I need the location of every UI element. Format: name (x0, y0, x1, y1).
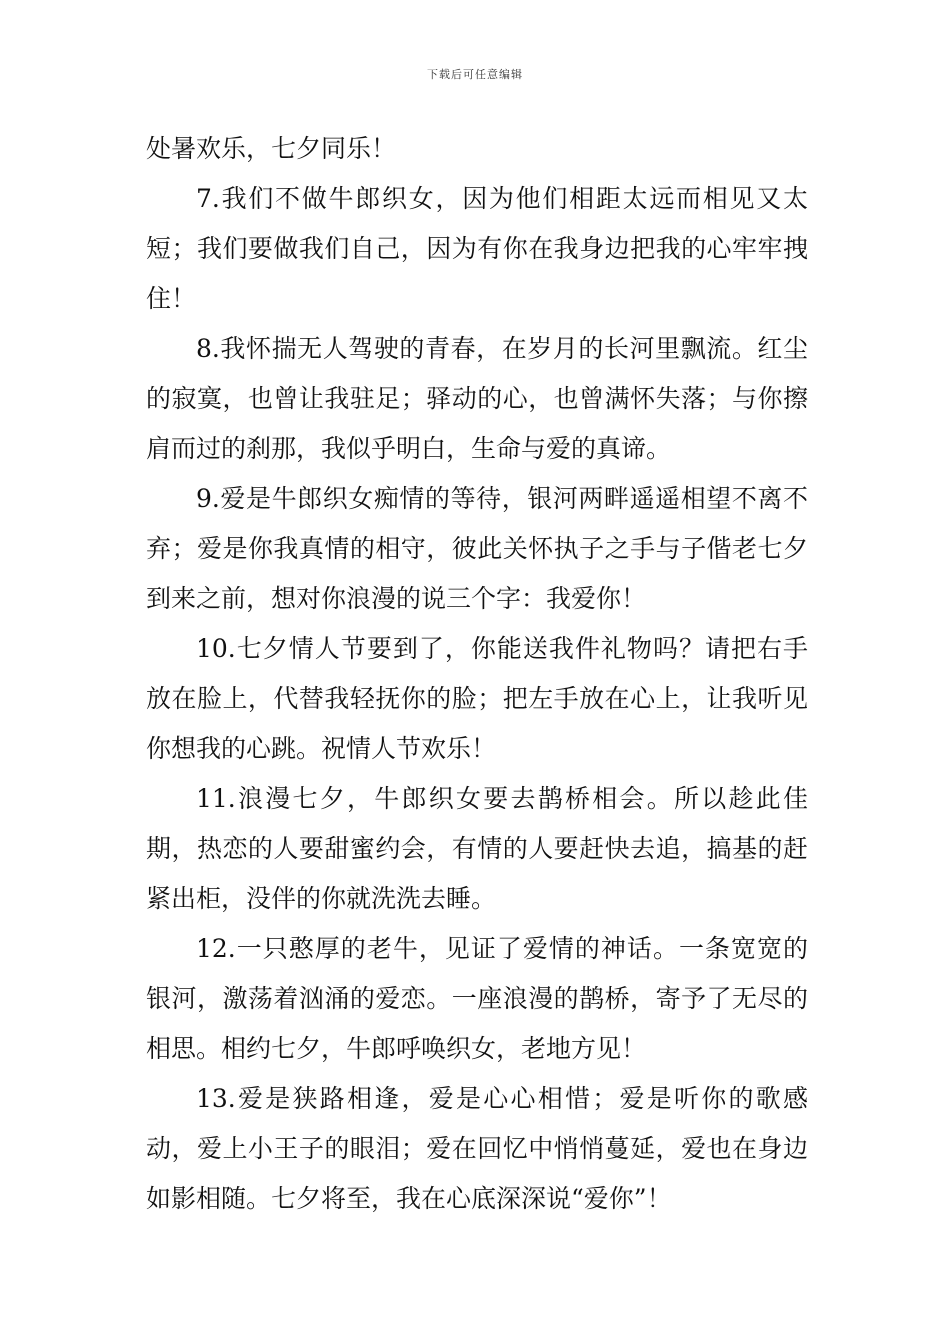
paragraph-item-9: 9.爱是牛郎织女痴情的等待，银河两畔遥遥相望不离不弃；爱是你我真情的相守，彼此关怀执子之手与子偕老七夕到来之前，想对你浪漫的说三个字：我爱你！ (146, 484, 808, 613)
paragraph-item-7: 7.我们不做牛郎织女，因为他们相距太远而相见又太短；我们要做我们自己，因为有你在我身边把我的心牢牢拽住！ (146, 184, 808, 313)
paragraph-item-12: 12.一只憨厚的老牛，见证了爱情的神话。一条宽宽的银河，激荡着汹涌的爱恋。一座浪漫的鹊桥，寄予了无尽的相思。相约七夕，牛郎呼唤织女，老地方见！ (146, 934, 808, 1063)
page-header: 下载后可任意编辑 (427, 68, 523, 81)
paragraph-item-11: 11.浪漫七夕，牛郎织女要去鹊桥相会。所以趁此佳期，热恋的人要甜蜜约会，有情的人要赶快去追，搞基的赶紧出柜，没伴的你就洗洗去睡。 (146, 784, 808, 913)
paragraph-item-8: 8.我怀揣无人驾驶的青春，在岁月的长河里飘流。红尘的寂寞，也曾让我驻足；驿动的心，也曾满怀失落；与你擦肩而过的刹那，我似乎明白，生命与爱的真谛。 (146, 334, 808, 463)
paragraph-item-13: 13.爱是狭路相逢，爱是心心相惜；爱是听你的歌感动，爱上小王子的眼泪；爱在回忆中悄悄蔓延，爱也在身边如影相随。七夕将至，我在心底深深说“爱你”！ (146, 1084, 808, 1213)
paragraph-item-10: 10.七夕情人节要到了，你能送我件礼物吗？请把右手放在脸上，代替我轻抚你的脸；把左手放在心上，让我听见你想我的心跳。祝情人节欢乐！ (146, 634, 808, 763)
document-body (146, 124, 808, 1224)
paragraph-continuation: 处暑欢乐，七夕同乐！ (146, 134, 397, 163)
